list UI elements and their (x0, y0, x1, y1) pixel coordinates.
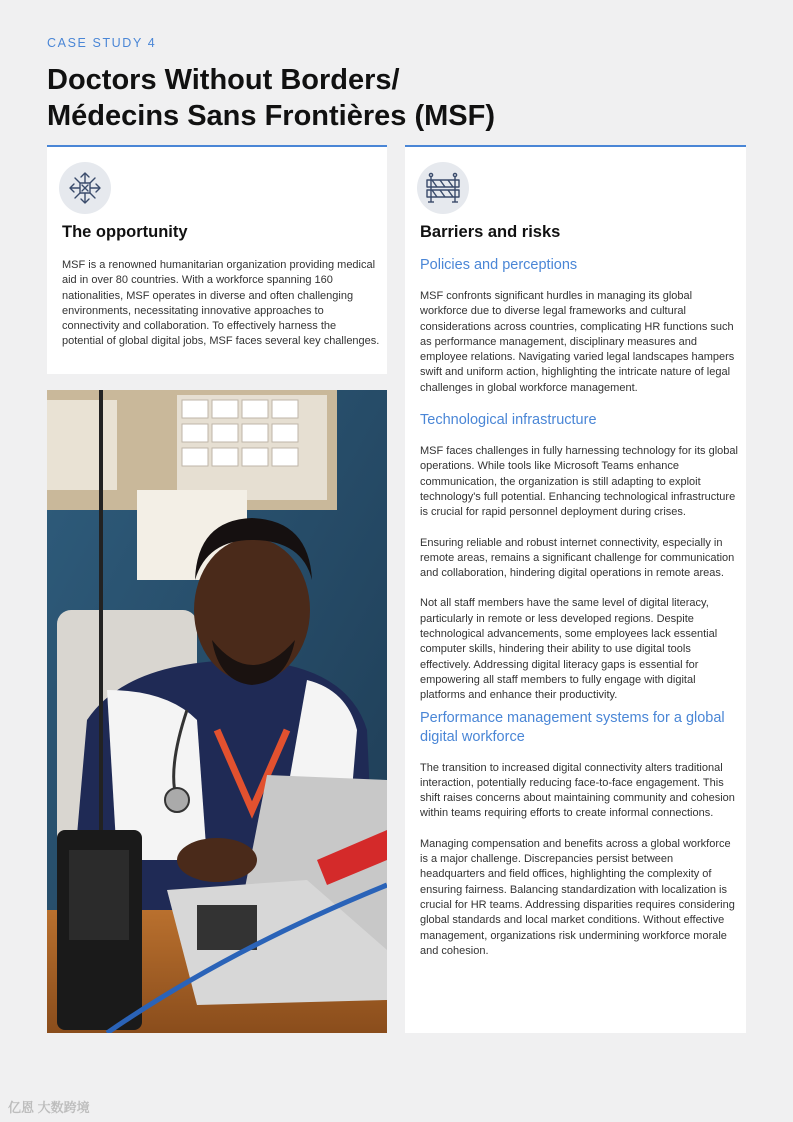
performance-paragraph-1: The transition to increased digital connectivity alters traditional interaction, potentially reducing face-to-face engagement. This shift raises concerns about maintaining community and cohesion within teams requiring efforts to create informal connections. (420, 761, 735, 820)
tech-paragraph-2: Ensuring reliable and robust internet connectivity, especially in remote areas, remains a significant challenge for communication and collaboration, hindering digital operations in remote areas. (420, 536, 735, 580)
subheading-performance-management: Performance management systems for a global digital workforce (420, 709, 725, 745)
barriers-content (420, 256, 738, 974)
doctor-photo (47, 390, 387, 1033)
opportunity-heading: The opportunity (62, 223, 188, 241)
arrows-expand-icon (59, 162, 111, 214)
barriers-heading: Barriers and risks (420, 223, 561, 241)
subheading-tech-infrastructure: Technological infrastructure (420, 412, 597, 429)
policies-paragraph: MSF confronts significant hurdles in managing its global workforce due to diverse legal frameworks and cultural considerations across countries, complicating HR functions such as performance management, disciplinary measures and employee relations. Navigating varied legal landscapes hampers swift and uniform action, highlighting the intricate nature of legal challenges in global workforce management. (420, 290, 735, 394)
case-study-label: CASE STUDY 4 (47, 36, 157, 50)
subheading-policies: Policies and perceptions (420, 257, 578, 273)
barrier-icon (417, 162, 469, 214)
title-line-2: Médecins Sans Frontières (MSF) (47, 100, 495, 132)
performance-paragraph-2: Managing compensation and benefits across a global workforce is a major challenge. Discrepancies persist between headquarters and field offices, highlighting the complexity of ensuring fairness. Balancing standardization with localization is crucial for HR teams. Addressing disparities requires considering global standards and local market conditions. Without effective management, organizations risk undermining workforce morale and cohesion. (420, 837, 735, 957)
barriers-card (405, 145, 746, 1033)
page-title (47, 62, 747, 134)
tech-paragraph-3: Not all staff members have the same level of digital literacy, particularly in remote or less developed regions. Despite technological advancements, some employees lack essential computer skills, hindering their ability to use digital tools effectively. Addressing digital literacy gaps is essential for empowering all staff members to fully engage with digital platforms and enhance their productivity. (420, 597, 718, 702)
opportunity-body: MSF is a renowned humanitarian organization providing medical aid in over 80 countries. With a workforce spanning 160 nationalities, MSF operates in diverse and often challenging environments, necessitating innovative approaches to connectivity and collaboration. To effectively harness the potential of global digital jobs, MSF faces several key challenges. (62, 259, 380, 348)
title-line-1: Doctors Without Borders/ (47, 64, 400, 96)
watermark-logo: 亿恩 大数跨境 (8, 1100, 90, 1115)
tech-paragraph-1: MSF faces challenges in fully harnessing technology for its global operations. While tools like Microsoft Teams enhance communication, the organization is still adapting to exploit technology's full potential. Enhancing technological infrastructure is crucial for rapid personnel deployment during crises. (420, 445, 738, 519)
opportunity-card (47, 145, 387, 374)
